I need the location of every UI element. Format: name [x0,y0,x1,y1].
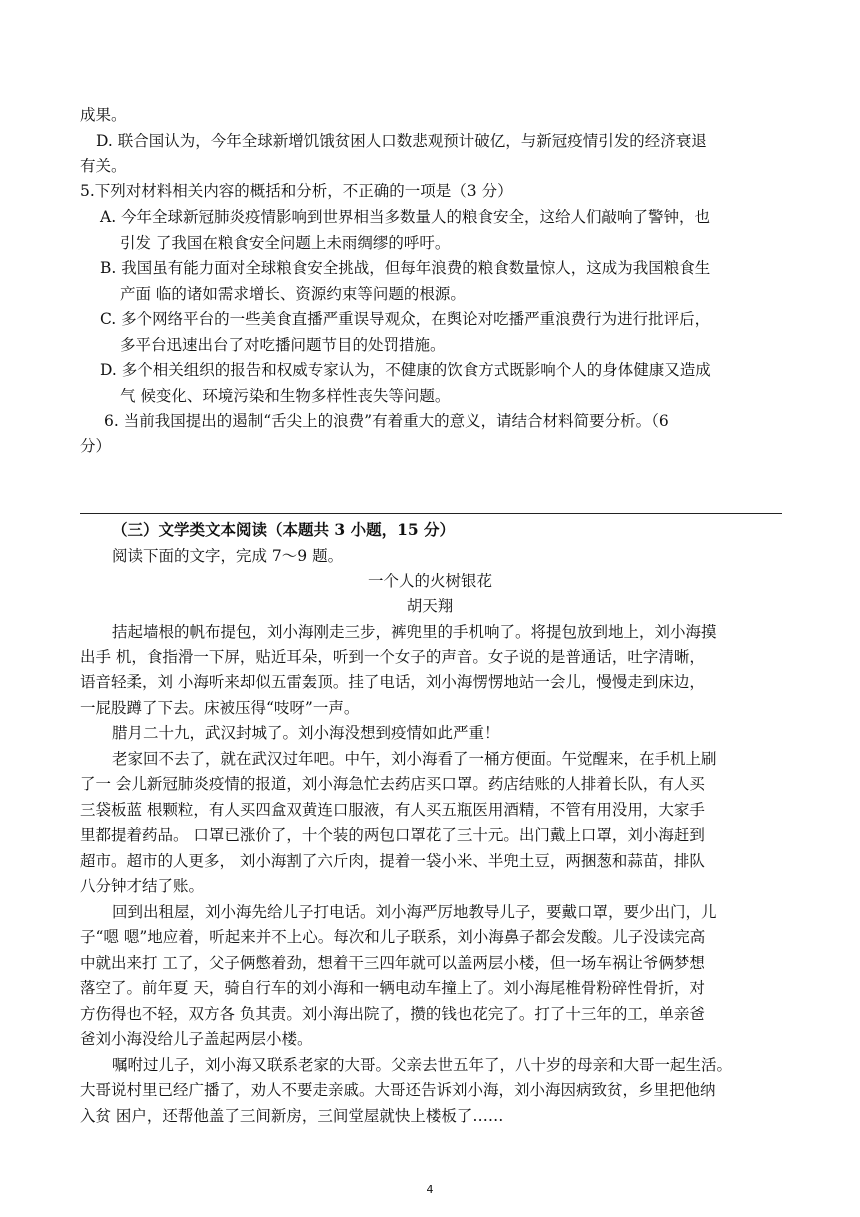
option-c-line: 多平台迅速出台了对吃播问题节目的处罚措施。 [120,336,446,354]
option-c-line: C. 多个网络平台的一些美食直播严重误导观众，在舆论对吃播严重浪费行为进行批评后， [100,310,711,328]
story-line: 落空了。前年夏 天，骑自行车的刘小海和一辆电动车撞上了。刘小海尾椎骨粉碎性骨折，对 [80,979,705,997]
story-line: 大哥说村里已经广播了，劝人不要走亲戚。大哥还告诉刘小海，刘小海因病致贫，乡里把他纳 [80,1081,716,1099]
story-line: 里都提着药品。 口罩已涨价了，十个装的两包口罩花了三十元。出门戴上口罩，刘小海赶到 [80,826,705,844]
option-d-line: D. 多个相关组织的报告和权威专家认为，不健康的饮食方式既影响个人的身体健康又造成 [100,361,711,379]
option-a-line: A. 今年全球新冠肺炎疫情影响到世界相当多数量人的粮食安全，这给人们敲响了警钟，也 [100,208,711,226]
story-line: 入贫 困户，还帮他盖了三间新房，三间堂屋就快上楼板了…… [80,1107,504,1125]
option-b-line: B. 我国虽有能力面对全球粮食安全挑战，但每年浪费的粮食数量惊人，这成为我国粮食生 [100,259,711,277]
section-instruction: 阅读下面的文字，完成 7～9 题。 [112,547,344,565]
option-d-line: D. 联合国认为，今年全球新增饥饿贫困人口数悲观预计破亿，与新冠疫情引发的经济衰退 [96,132,707,150]
option-a-line: 引发 了我国在粮食安全问题上未雨绸缪的呼吁。 [120,234,451,252]
text-line: 成果。 [80,106,127,124]
story-line: 爸刘小海没给儿子盖起两层小楼。 [80,1030,313,1048]
story-line: 八分钟才结了账。 [80,877,205,895]
section-divider [80,513,782,514]
story-line: 回到出租屋，刘小海先给儿子打电话。刘小海严厉地教导儿子，要戴口罩，要少出门，儿 [112,903,717,921]
story-line: 老家回不去了，就在武汉过年吧。中午，刘小海看了一桶方便面。午觉醒来，在手机上刷 [112,750,717,768]
story-line: 方伤得也不轻，双方各 负其责。刘小海出院了，攒的钱也花完了。打了十三年的工，单亲爸 [80,1005,705,1023]
question-5-stem: 5.下列对材料相关内容的概括和分析，不正确的一项是（3 分） [80,182,513,200]
question-6-stem: 分） [80,437,112,455]
story-line: 嘱咐过儿子，刘小海又联系老家的大哥。父亲去世五年了，八十岁的母亲和大哥一起生活。 [112,1056,733,1074]
story-line: 语音轻柔，刘 小海听来却似五雷轰顶。挂了电话，刘小海愣愣地站一会儿，慢慢走到床边， [80,673,705,691]
question-6-stem: 6. 当前我国提出的遏制“舌尖上的浪费”有着重大的意义，请结合材料简要分析。（6 [104,412,669,430]
story-line: 三袋板蓝 根颗粒，有人买四盒双黄连口服液，有人买五瓶医用酒精，不管有用没用，大家手 [80,801,705,819]
story-line: 了一 会儿新冠肺炎疫情的报道，刘小海急忙去药店买口罩。药店结账的人排着长队，有人买 [80,775,705,793]
story-line: 超市。超市的人更多， 刘小海割了六斤肉，提着一袋小米、半兜土豆，两捆葱和蒜苗，排队 [80,852,705,870]
page-number: 4 [426,1183,434,1196]
story-line: 一屁股蹲了下去。床被压得“吱呀”一声。 [80,699,360,717]
story-line: 中就出来打 工了，父子俩憋着劲，想着干三四年就可以盖两层小楼，但一场车祸让爷俩梦想 [80,954,705,972]
section-heading: （三）文学类文本阅读（本题共 3 小题，15 分） [112,520,456,539]
story-line: 腊月二十九，武汉封城了。刘小海没想到疫情如此严重！ [112,724,500,742]
text-line: 有关。 [80,157,127,175]
option-d-line: 气 候变化、环境污染和生物多样性丧失等问题。 [120,387,451,405]
story-line: 子“嗯 嗯”地应着，听起来并不上心。每次和儿子联系，刘小海鼻子都会发酸。儿子没读完高 [80,928,706,946]
story-title: 一个人的火树银花 [367,572,492,590]
story-author: 胡天翔 [406,597,454,615]
story-line: 出手 机，食指滑一下屏，贴近耳朵，听到一个女子的声音。女子说的是普通话，吐字清晰， [80,648,705,666]
option-b-line: 产面 临的诸如需求增长、资源约束等问题的根源。 [120,285,466,303]
story-line: 拮起墙根的帆布提包，刘小海刚走三步，裤兜里的手机响了。将提包放到地上，刘小海摸 [112,623,717,641]
